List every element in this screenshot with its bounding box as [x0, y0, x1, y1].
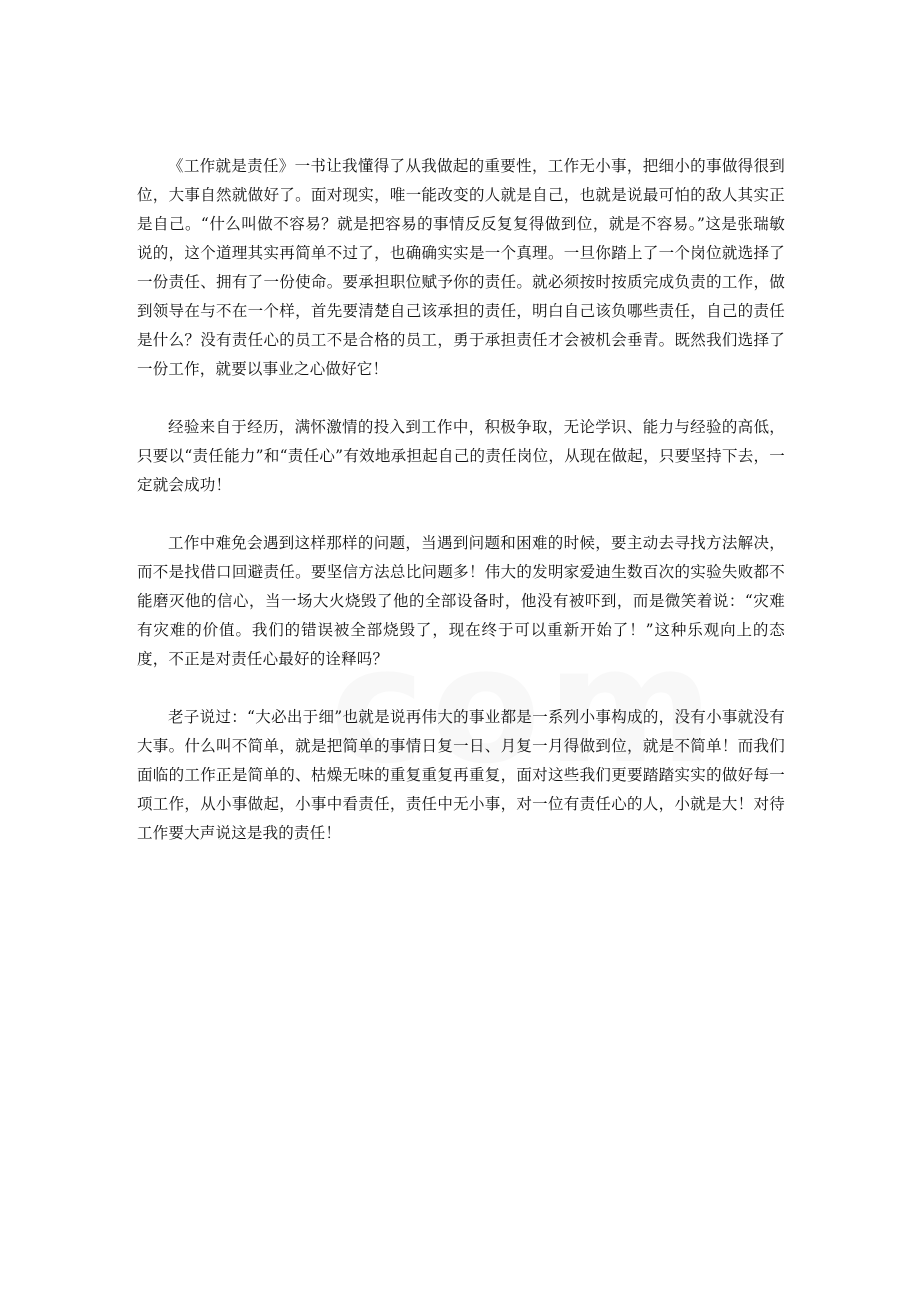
- paragraph-4: 老子说过：“大必出于细”也就是说再伟大的事业都是一系列小事构成的，没有小事就没有大事。什么叫不简单，就是把简单的事情日复一日、月复一月得做到位，就是不简单！而我们面临的工作正是简单的、枯燥无味的重复重复再重复，面对这些我们更要踏踏实实的做好每一项工作，从小事做起，小事中看责任，责任中无小事，对一位有责任心的人，小就是大！对待工作要大声说这是我的责任！: [137, 708, 785, 842]
- paragraph-2: 经验来自于经历，满怀激情的投入到工作中，积极争取，无论学识、能力与经验的高低，只要以“责任能力”和“责任心”有效地承担起自己的责任岗位，从现在做起，只要坚持下去，一定就会成功！: [137, 418, 785, 494]
- paragraph-3: 工作中难免会遇到这样那样的问题，当遇到问题和困难的时候，要主动去寻找方法解决，而不是找借口回避责任。要坚信方法总比问题多！伟大的发明家爱迪生数百次的实验失败都不能磨灭他的信心，当一场大火烧毁了他的全部设备时，他没有被吓到，而是微笑着说：“灾难有灾难的价值。我们的错误被全部烧毁了，现在终于可以重新开始了！”这种乐观向上的态度，不正是对责任心最好的诠释吗？: [137, 534, 785, 668]
- document-body: [137, 152, 785, 877]
- paragraph-1: 《工作就是责任》一书让我懂得了从我做起的重要性，工作无小事，把细小的事做得很到位，大事自然就做好了。面对现实，唯一能改变的人就是自己，也就是说最可怕的敌人其实正是自己。“什么叫做不容易？就是把容易的事情反反复复得做到位，就是不容易。”这是张瑞敏说的，这个道理其实再简单不过了，也确确实实是一个真理。一旦你踏上了一个岗位就选择了一份责任、拥有了一份使命。要承担职位赋予你的责任。就必须按时按质完成负责的工作，做到领导在与不在一个样，首先要清楚自己该承担的责任，明白自己该负哪些责任，自己的责任是什么？没有责任心的员工不是合格的员工，勇于承担责任才会被机会垂青。既然我们选择了一份工作，就要以事业之心做好它！: [137, 157, 785, 378]
